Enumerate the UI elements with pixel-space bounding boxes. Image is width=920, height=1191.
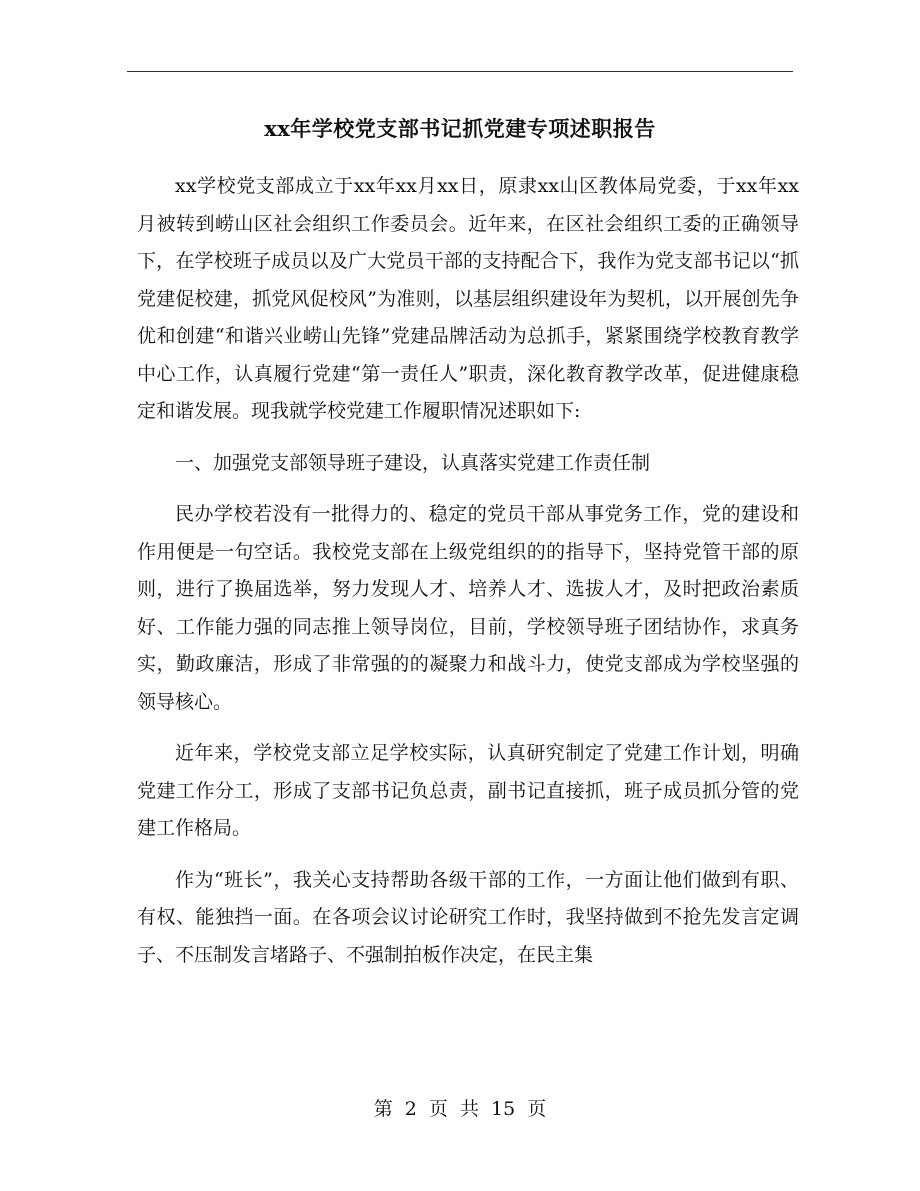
section-heading-1: 一、加强党支部领导班子建设，认真落实党建工作责任制 [175, 451, 651, 474]
page-number: 第 2 页 共 15 页 [373, 1098, 547, 1120]
document-title: xx年学校党支部书记抓党建专项述职报告 [264, 116, 656, 141]
paragraph-intro: xx学校党支部成立于xx年xx月xx日，原隶xx山区教体局党委，于xx年xx月被转到崂山区社会组织工作委员会。近年来，在区社会组织工委的正确领导下，在学校班子成员以及广大党员干部的支持配合下，我作为党支部书记以“抓党建促校建，抓党风促校风”为准则，以基层组织建设年为契机，以开展创先争优和创建“和谐兴业崂山先锋”党建品牌活动为总抓手，紧紧围绕学校教育教学中心工作，认真履行党建“第一责任人”职责，深化教育教学改革，促进健康稳定和谐发展。现我就学校党建工作履职情况述职如下: [137, 175, 799, 422]
paragraph-monitor: 作为“班长”，我关心支持帮助各级干部的工作，一方面让他们做到有职、有权、能独挡一面。在各项会议讨论研究工作时，我坚持做到不抢先发言定调子、不压制发言堵路子、不强制拍板作决定，在民主集 [137, 868, 799, 966]
header-rule [127, 71, 793, 72]
document-body [137, 168, 799, 974]
paragraph-responsibility: 近年来，学校党支部立足学校实际，认真研究制定了党建工作计划，明确党建工作分工，形成了支部书记负总责，副书记直接抓，班子成员抓分管的党建工作格局。 [137, 742, 799, 839]
paragraph-leadership: 民办学校若没有一批得力的、稳定的党员干部从事党务工作，党的建设和作用便是一句空话。我校党支部在上级党组织的的指导下，坚持党管干部的原则，进行了换届选举，努力发现人才、培养人才、选拔人才，及时把政治素质好、工作能力强的同志推上领导岗位，目前，学校领导班子团结协作，求真务实，勤政廉洁，形成了非常强的的凝聚力和战斗力，使党支部成为学校坚强的领导核心。 [137, 503, 799, 713]
